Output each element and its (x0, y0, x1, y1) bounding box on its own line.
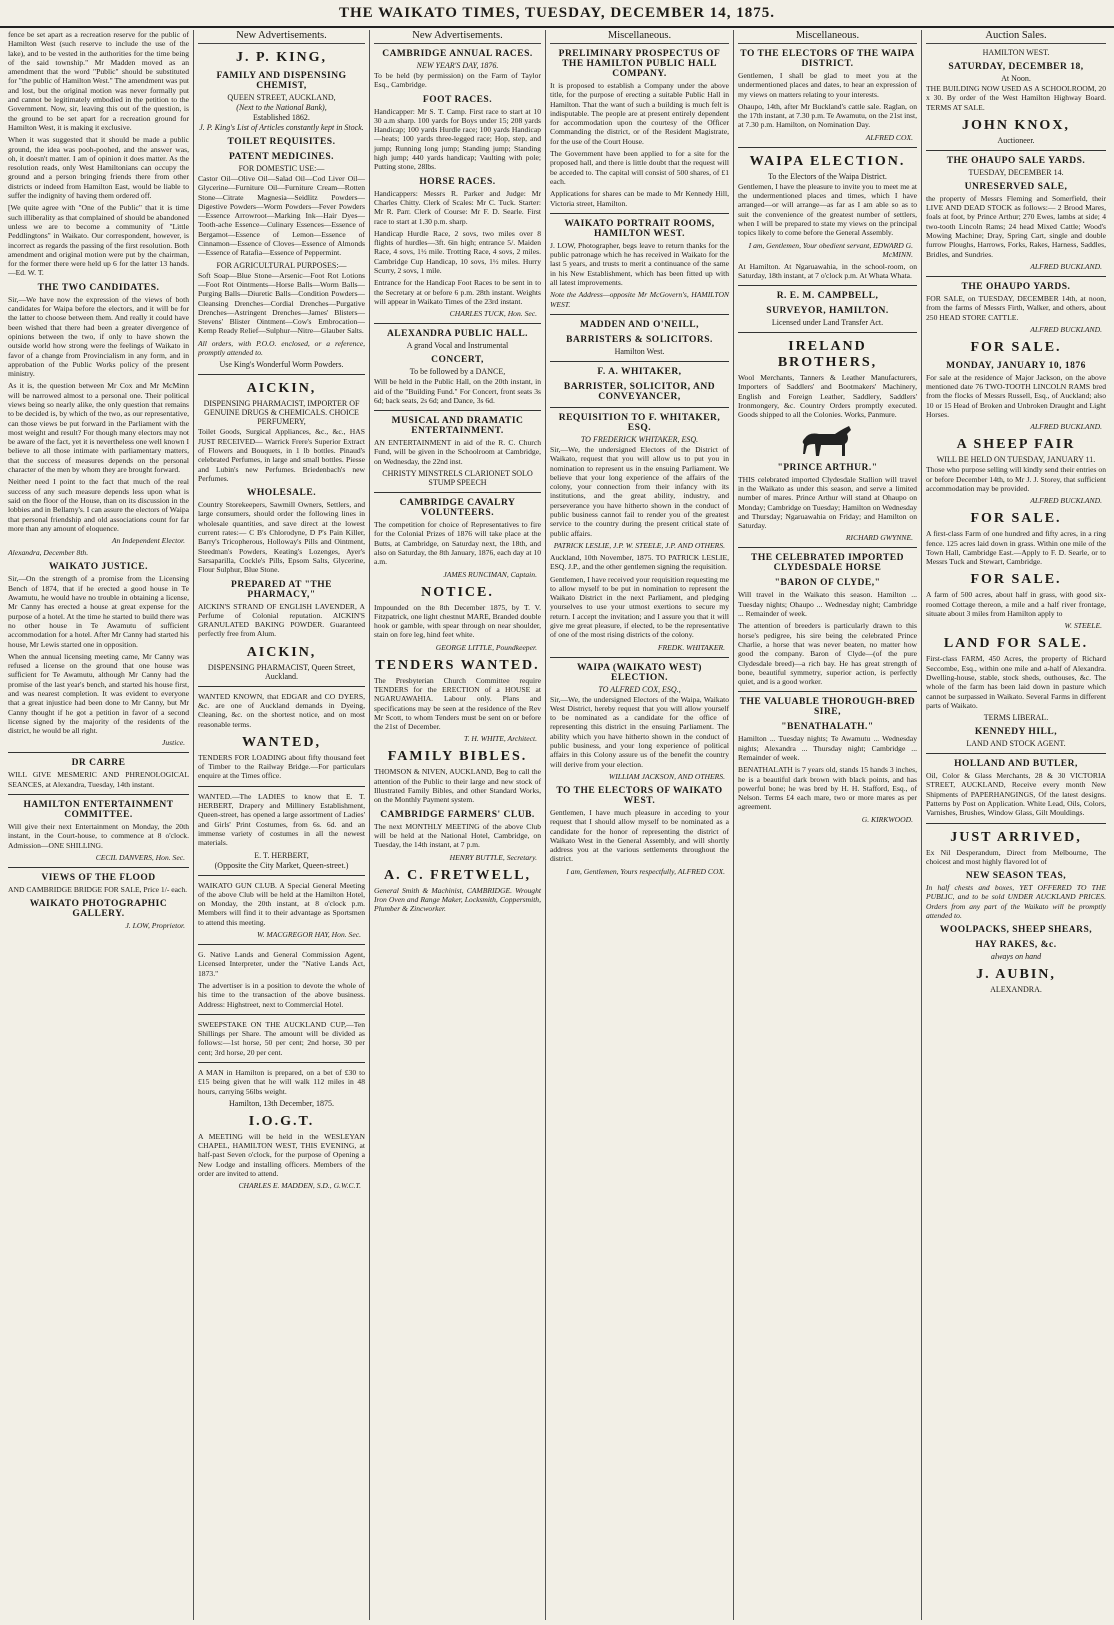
ad-text: FOR SALE, on TUESDAY, DECEMBER 14th, at noon, from the farms of Messrs Firth, Walker, and others, about 250 HEAD STORE CATTLE. (926, 293, 1106, 322)
divider (198, 374, 365, 375)
ad-text: Use King's Wonderful Worm Powders. (219, 360, 344, 370)
divider (550, 314, 729, 315)
ad-subtitle: NEW SEASON TEAS, (965, 871, 1067, 882)
newspaper-title: THE WAIKATO TIMES, TUESDAY, DECEMBER 14, 1875. (338, 4, 776, 21)
ad-title: AICKIN, (246, 644, 317, 660)
ad-text: Gentlemen, I have received your requisition requesting me to allow myself to be put in nomination to represent the Waikato District in the next Parliament, and pledging yourselves to use your utmost exertions to secure my return. I accept the invitation; and I assure you that it will give me great pleasure, if elected, to be the representative of one of the most rising districts of the colony. (550, 574, 729, 640)
ad-title: HOLLAND AND BUTLER, (954, 759, 1078, 770)
ad-subtitle: DISPENSING PHARMACIST, Queen Street, Auckland. (207, 662, 356, 681)
ad-text: AICKIN'S STRAND OF ENGLISH LAVENDER, A Perfume of Colonial reputation. AICKIN'S GRANULATED BAKING POWDER. Guaranteed perfectly free from Alum. (198, 601, 365, 639)
ad-title: "PRINCE ARTHUR." (777, 462, 878, 473)
divider (198, 1014, 365, 1015)
ad-subtitle: To be followed by a DANCE, (409, 367, 506, 377)
ad-title: FAMILY BIBLES. (387, 749, 528, 765)
ad-text: Auckland, 10th November, 1875. TO PATRICK LESLIE, ESQ. J.P., and the other gentlemen signing the requisition. (550, 552, 729, 572)
ad-section-heading: PREPARED AT "THE PHARMACY," (231, 579, 332, 600)
divider (926, 150, 1106, 151)
ad-subtitle: DISPENSING PHARMACIST, IMPORTER OF GENUINE DRUGS & CHEMICALS. CHOICE PERFUMERY, (203, 399, 360, 427)
ad-section-heading: FOR AGRICULTURAL PURPOSES:— (216, 260, 347, 270)
divider (550, 361, 729, 362)
column-miscellaneous (546, 30, 734, 1620)
ad-text: The attention of breeders is particularly drawn to this horse's pedigree, his sire being the celebrated Prince Charlie, a horse that was never beaten, no matter how good the company. Baron of Clyde—(of the pure Clydesdale breed)—a rich bay. He has great strength of bone, beautiful symmetry, superior action, is perfectly quiet, and is a good worker. (738, 621, 917, 687)
ad-text: Oil, Color & Glass Merchants, 28 & 30 VICTORIA STREET, AUCKLAND, Receive every month New Shipments of PAPERHANGINGS, Of the latest designs. Patterns by Post on Application. White Lead, Oils, Colors, Varnishes, Brushes, Window Glass, Gilt Mouldings. (926, 771, 1106, 818)
ad-text: Note the Address—opposite Mr McGovern's, HAMILTON WEST. (550, 290, 729, 309)
ad-signature: RICHARD GWYNNE. (845, 533, 913, 543)
divider (926, 276, 1106, 277)
ad-title: CAMBRIDGE ANNUAL RACES. (382, 49, 533, 59)
ad-text: General Smith & Machinist, CAMBRIDGE. Wrought Iron Oven and Range Maker, Locksmith, Coppersmith, Plumber & Zincworker. (374, 885, 541, 914)
ad-text: SWEEPSTAKE ON THE AUCKLAND CUP,—Ten Shillings per Share. The amount will be divided as follows:—1st horse, 50 per cent; 2nd horse, 30 per cent; 3rd horse, 20 per cent. (198, 1019, 365, 1057)
ad-subtitle: SURVEYOR, HAMILTON. (766, 306, 889, 317)
column-heading: Auction Sales. (926, 30, 1106, 44)
ad-text: Will travel in the Waikato this season. Hamilton ... Tuesday nights; Ohaupo ... Wednesday night; Cambridge ... Remainder of week. (738, 590, 917, 619)
article-paragraph: Sir,—We have now the expression of the views of both candidates for Waipa before the electors, and it will be for the latter to choose between them. And really it could have been wished that there had been a greater divergence of opinions between the two, if only to have shown the outside world how strong were the feelings of Waikato in favor of a change from Provincialism in any form, and in approbation of the Public Works policy of the present ministry. (8, 294, 189, 379)
ad-signature: ALFRED COX. (865, 132, 913, 142)
ad-text: A MEETING will be held in the WESLEYAN CHAPEL, HAMILTON WEST, THIS EVENING, at half-past Seven o'clock, for the purpose of Opening a New Lodge and installing officers. Members of the order are invited to attend. (198, 1131, 365, 1179)
ad-signature: JAMES RUNCIMAN, Captain. (443, 569, 537, 579)
letter-dateline: Alexandra, December 8th. (8, 548, 89, 558)
ad-location: HAMILTON WEST. (982, 48, 1050, 57)
divider (374, 323, 541, 324)
ad-title: THE OHAUPO YARDS. (961, 281, 1071, 292)
ad-heading: VIEWS OF THE FLOOD (41, 872, 156, 883)
divider (8, 794, 189, 795)
ad-title: WAIPA (WAIKATO WEST) ELECTION. (577, 662, 702, 683)
ad-heading: DR CARRE (71, 758, 126, 769)
ad-title: FOR SALE. (970, 511, 1062, 527)
ad-title: R. E. M. CAMPBELL, (776, 291, 879, 302)
ad-section-heading: WHOLESALE. (246, 488, 317, 499)
ad-address: QUEEN STREET, AUCKLAND, (227, 93, 336, 102)
ad-title: FOR SALE. (970, 339, 1062, 355)
ad-text: AND CAMBRIDGE BRIDGE FOR SALE, Price 1/- each. (8, 884, 188, 894)
ad-text: G. Native Lands and General Commission Agent, Licensed Interpreter, under the "Native Lands Act, 1873." (198, 950, 365, 978)
ad-text: AN ENTERTAINMENT in aid of the R. C. Church Fund, will be given in the Schoolroom at Cambridge, on Wednesday, the 22nd inst. (374, 438, 541, 466)
column-new-advertisements-2 (370, 30, 546, 1620)
ad-text: For sale at the residence of Major Jackson, on the above mentioned date 76 TWO-TOOTH LINCOLN RAMS bred from the flocks of Messrs Russell, Esq., of Auckland; also 10 or 15 Head of Broken and Unbroken Draught and Light Horses. (926, 372, 1106, 420)
ad-text: the property of Messrs Fleming and Somerfield, their LIVE AND DEAD STOCK as follows:— 2 Brood Mares, foals at foot, by Prince Arthur; 270 Ewes, lambs at side; 4 two-tooth Lincoln Rams; 24 head Mixed Cattle; Wood's Mowing Machine; Dray, Spring Cart, single and double furrow Ploughs, Harrows, Forks, Rakes, Harness, Saddles, Bridles, and Sundries. (926, 193, 1106, 259)
ad-title: REQUISITION TO F. WHITAKER, ESQ. (558, 412, 721, 433)
divider (198, 944, 365, 945)
ad-section-heading: FOOT RACES. (422, 94, 493, 105)
ad-subtitle: "BARON OF CLYDE," (774, 578, 881, 589)
divider (550, 407, 729, 408)
divider (738, 285, 917, 286)
ad-text: The Presbyterian Church Committee require TENDERS for the ERECTION of a HOUSE at NGARUAWAHIA. Labour only. Plans and specifications may be seen at the residence of the Rev Mr Scott, to whom Tenders must be sent on or before the 21st of December. (374, 675, 541, 732)
ad-subtitle: LAND AND STOCK AGENT. (966, 739, 1066, 749)
ad-text: TENDERS FOR LOADING about fifty thousand feet of Timber to the Railway Bridge.—For particulars enquire at the Times office. (198, 752, 365, 781)
ad-title: WAIPA ELECTION. (749, 153, 906, 169)
ad-signature: CHARLES E. MADDEN, S.D., G.W.C.T. (238, 1181, 361, 1191)
ad-title: I.O.G.T. (248, 1113, 315, 1129)
ad-subtitle: Auctioneer. (997, 135, 1035, 145)
ad-title: TO THE ELECTORS OF WAIKATO WEST. (556, 785, 723, 806)
horse-illustration (797, 424, 859, 458)
ad-text: Licensed under Land Transfer Act. (771, 318, 884, 328)
letter-signature: An Independent Elector. (111, 536, 185, 546)
ad-text: Gentlemen, I have the pleasure to invite you to meet me at the undermentioned places and times, which I have arranged—or will arrange—as far as I am able so as to suit the convenience of the greatest number of settlers, when I will be prepared to state my views on the principal topics likely to come before the General Assembly. (738, 181, 917, 238)
ad-text: Ohaupo, 14th, after Mr Buckland's cattle sale. Raglan, on the 17th instant, at 7.30 p.m. Te Awamutu, on the 21st inst, at 7.30 p.m. Hamilton, on Nomination Day. (738, 101, 917, 130)
ad-signature: GEORGE LITTLE, Poundkeeper. (435, 642, 537, 652)
ad-title: PRELIMINARY PROSPECTUS OF THE HAMILTON PUBLIC HALL COMPANY. (558, 49, 721, 79)
ad-title: A. C. FRETWELL, (383, 867, 532, 883)
divider (198, 875, 365, 876)
ad-section-heading: PATENT MEDICINES. (228, 152, 335, 162)
ad-signature: FREDK. WHITAKER. (657, 642, 725, 652)
article-heading: WAIKATO JUSTICE. (49, 562, 148, 573)
ad-signature: (Opposite the City Market, Queen-street.) (214, 860, 349, 870)
ad-subtitle: "BENATHALATH." (781, 722, 874, 733)
ad-subtitle: NEW YEAR'S DAY, 1876. (416, 61, 499, 70)
ad-title: J. P. KING, (235, 50, 328, 65)
ad-text: Country Storekeepers, Sawmill Owners, Settlers, and large consumers, should order the following lines in wholesale quantities, and save direct at the lowest current rates:— C B's Chlorodyne, D P's Pain Killer, Barry's Tricopherous, Holloway's Pills and Ointment, Steedman's Powders, Keating's Lozenges, Ayer's Sarsaparilla, Cockle's Pills, Epsom Salts, Glycerine, Flour Sulphur, Blue Stone. (198, 500, 365, 575)
ad-section-heading: FOR DOMESTIC USE:— (238, 164, 325, 173)
ad-title: UNRESERVED SALE, (964, 181, 1068, 192)
ad-title: CAMBRIDGE CAVALRY VOLUNTEERS. (399, 498, 516, 519)
newspaper-columns (4, 30, 1110, 1620)
divider (926, 823, 1106, 824)
divider (738, 691, 917, 692)
ad-time: At Noon. (1001, 74, 1031, 83)
article-paragraph: As it is, the question between Mr Cox and Mr McMinn will be narrowed almost to a personal one. Their political views being so nearly alike, the only question that remains to be decided is, by which of the two, as our representative, can those views be put forward in the Parliament with the most weight and result? For though many electors may not be aware of the fact, yet it is nevertheless one well known I believe to all those intimate with parliamentary matters, that the success of measures depends on the personal character of the men by whom they are brought forward. (8, 381, 189, 475)
divider (8, 752, 189, 753)
ad-text: Handicapper: Mr S. T. Camp. First race to start at 10 30 a.m sharp. 100 yards for Boys under 15; 208 yards Handicap; 100 yards Hurdle race; 100 yards Handicap—heats; 100 yards three-legged race; Hop, step, and jump; Running long jump; Standing jump; Standing high jump; 440 yards handicap; Vaulting with pole; Putting stone, 28lbs. (374, 106, 541, 172)
ad-subtitle: A grand Vocal and Instrumental (406, 341, 509, 351)
column-heading: Miscellaneous. (738, 30, 917, 44)
ad-signature: CECIL DANVERS, Hon. Sec. (95, 852, 185, 862)
ad-section-heading: TOILET REQUISITES. (227, 137, 336, 147)
column-heading: New Advertisements. (374, 30, 541, 44)
ad-title: A SHEEP FAIR (956, 437, 1076, 453)
ad-subtitle: TO FREDERICK WHITAKER, ESQ. (580, 434, 699, 444)
ad-text: The next MONTHLY MEETING of the above Club will be held at the National Hotel, Cambridge, on Tuesday, the 14th instant, at 7 p.m. (374, 821, 541, 850)
ad-signature: W. MACGREGOR HAY, Hon. Sec. (256, 930, 361, 940)
ad-text: A first-class Farm of one hundred and fifty acres, in a ring fence. 125 acres laid down in grass. Within one mile of the Town Hall, Cambridge East.—Apply to F. D. Searle, or to Messrs Tuck and Stewart, Cambridge. (926, 529, 1106, 567)
ad-date: MONDAY, JANUARY 10, 1876 (946, 360, 1086, 371)
ad-established: Established 1862. (253, 113, 310, 122)
ad-text: Will be held in the Public Hall, on the 20th instant, in aid of the "Building Fund." For Concert, front seats 3s 6d; back seats, 2s 6d; and Dance, 3s 6d. (374, 377, 541, 405)
ad-text: Sir,—We, the undersigned Electors of the District of Waikato, request that you will allow us to put you in nomination to represent us in the ensuing Parliament. We believe that your long experience of the affairs of the colony, your connection from their infancy with its institutions, and the great ability, industry, and perseverance you have hitherto shown in the conduct of public business cannot fail to render you of the greatest service to the country during the present critical state of public affairs. (550, 444, 729, 538)
editor-note: [We quite agree with "One of the Public" that it is time such illiberality as that complained of should be abandoned unless we are to become a community of "Little Peddlingtons" in Waikato. Our correspondent, however, is incorrect as regards the passing of the first resolution. Both amendment and original motion were put by the chairman, for the former there were held up 6 for the latter 13 hands.—Ed. W. T. (8, 203, 189, 278)
column-auction-sales (922, 30, 1110, 1620)
ad-title: AICKIN, (246, 381, 317, 397)
ad-text: A farm of 500 acres, about half in grass, with good six-roomed Cottage thereon, a mile and a half river frontage, situate about 3 miles from Hamilton apply to (926, 590, 1106, 619)
ad-title: THE OHAUPO SALE YARDS. (946, 155, 1086, 166)
divider (198, 686, 365, 687)
ad-signature: PATRICK LESLIE, J.P. W. STEELE, J.P. AND OTHERS. (553, 540, 725, 550)
ad-text: A MAN in Hamilton is prepared, on a bet of £30 to £15 being given that he will walk 112 miles in 48 hours, carrying 56lbs weight. (198, 1068, 365, 1096)
ad-title: FOR SALE. (970, 572, 1062, 588)
ad-text: The advertiser is in a position to devote the whole of his time to the transaction of the above business. Address: Highstreet, next to Commercial Hotel. (198, 980, 365, 1009)
ad-text: Gentlemen, I have much pleasure in acceding to your request that I should allow myself to be nominated as a candidate for the honor of representing the district of Waikato West in the General Assembly, and will shortly address you at the various settlements throughout the district. (550, 807, 729, 864)
ad-text: THE BUILDING NOW USED AS A SCHOOLROOM, 20 x 30. By order of the West Hamilton Highway Board. TERMS AT SALE. (926, 84, 1106, 112)
ad-text: Castor Oil—Olive Oil—Salad Oil—Cod Liver Oil—Glycerine—Furniture Oil—Furniture Cream—Rotten Stone—Citrate Magnesia—Seidlitz Powders—Digestive Powders—Worm Powders—Fever Powders—Essence Arrowroot—Marking Ink—Hair Dyes—Tooth-ache Essence—Culinary Essences—Essence of Bergamot—Essence of Lemon—Essence of Cinnamon—Essence of Cloves—Essence of Almonds—Essence of Ratafia—Essence of Peppermint. (198, 174, 365, 258)
ad-signature: W. STEELE. (1064, 621, 1102, 631)
ad-text: Gentlemen, I shall be glad to meet you at the undermentioned places and dates, to hear an expression of my views on matters relating to your interests. (738, 71, 917, 99)
ad-subtitle: HAY RAKES, &c. (975, 940, 1057, 951)
ad-title: THE CELEBRATED IMPORTED CLYDESDALE HORSE (751, 553, 904, 574)
ad-date: TUESDAY, DECEMBER 14. (968, 167, 1064, 177)
ad-location: Hamilton West. (614, 346, 665, 356)
ad-text: First-class FARM, 450 Acres, the property of Richard Seccombe, Esq., within one mile and a-half of Alexandra. Dwelling-house, stable, stock sheds, outhouses, &c. The whole of the farm has been laid down in pasture which cannot be surpassed in Waikato. Several Farms in different parts of Waikato. (926, 654, 1106, 710)
article-heading: THE TWO CANDIDATES. (37, 282, 160, 293)
ad-signature: J. LOW, Proprietor. (125, 921, 185, 931)
ad-title: ALEXANDRA PUBLIC HALL. (386, 329, 529, 340)
divider (374, 492, 541, 493)
ad-signature: WILLIAM JACKSON, AND OTHERS. (608, 771, 725, 781)
column-miscellaneous-2 (734, 30, 922, 1620)
ad-text: WANTED.—The LADIES to know that E. T. HERBERT, Drapery and Millinery Establishment, Queen-street, has opened a large assortment of Ladies' and Girls' Print Costumes, from 6s. 6d. and an immense variety of costumes in all the newest materials. (198, 791, 365, 848)
article-paragraph: Neither need I point to the fact that much of the real success of any such measure depends less upon what is said on the floor of the House, than on its discussion in the lobbies and in Bellamy's. I can assure the electors of Waipa that personal friendship and old associations count for far more than any amount of eloquence. (8, 477, 189, 533)
ad-title: THE VALUABLE THOROUGH-BRED SIRE, (739, 697, 916, 718)
ad-title: IRELAND BROTHERS, (777, 339, 878, 371)
ad-title: LAND FOR SALE. (943, 636, 1089, 652)
column-heading: Miscellaneous. (550, 30, 729, 44)
ad-subtitle: BARRISTERS & SOLICITORS. (566, 334, 713, 345)
ad-title: WAIKATO PORTRAIT ROOMS, HAMILTON WEST. (564, 218, 715, 239)
ad-heading: HAMILTON ENTERTAINMENT COMMITTEE. (23, 800, 174, 821)
divider (550, 213, 729, 214)
ad-text: The Government have been applied to for a site for the proposed hall, and there is little doubt that the request will be acceded to. The capital will consist of 500 shares, of £1 each. (550, 149, 729, 186)
ad-text: Soft Soap—Blue Stone—Arsenic—Foot Rot Lotions—Foot Rot Ointments—Horse Balls—Worm Balls—Purging Balls—Diuretic Balls—Condition Powders—Cleansing Drenches—Cordial Drenches—Purgative Drenches—Astringent Drenches—James' Blisters—Stevens' Blister Ointment—Cow's Embrocation—Kemp Ready Relief—Sulphur—Nitre—Glauber Salts. (198, 270, 365, 336)
ad-signature: E. T. HERBERT, (254, 850, 309, 860)
ad-text: To be held (by permission) on the Farm of Taylor Esq., Cambridge. (374, 71, 541, 90)
ad-title: TO THE ELECTORS OF THE WAIPA DISTRICT. (740, 49, 915, 69)
divider (738, 547, 917, 548)
ad-programme: CHRISTY MINSTRELS CLARIONET SOLO STUMP SPEECH (382, 469, 533, 488)
ad-text: Handicappers: Messrs R. Parker and Judge: Mr Charles Chitty. Clerk of Scales: Mr C. Tuck. Starter: Mr R. Parr. Clerk of Course: Mr F. D. Searle. First race to start at 1.30 p.m. sharp. (374, 188, 541, 226)
ad-address: (Next to the National Bank), (236, 103, 327, 112)
ad-text: BENATHALATH is 7 years old, stands 15 hands 3 inches, he is a beautiful dark brown with black points, and has powerful bone; he was bred by H. H. Stafford, Esq., of Nelson. Terms £4 each mare, two or more mares as per agreement. (738, 765, 917, 812)
divider (738, 147, 917, 148)
ad-title: TENDERS WANTED. (375, 657, 540, 673)
column-heading: New Advertisements. (198, 30, 365, 44)
ad-text: At Hamilton. At Ngaruawahia, in the school-room, on Saturday, 18th instant, at 7 o'clock p.m. At Whata Whata. (738, 261, 917, 280)
ad-subtitle: WOOLPACKS, SHEEP SHEARS, (939, 925, 1093, 936)
ad-signature: ALFRED BUCKLAND. (1030, 261, 1102, 271)
ad-signature: ALFRED BUCKLAND. (1030, 422, 1102, 432)
ad-title: WANTED, (242, 734, 321, 750)
ad-text: All orders, with P.O.O. enclosed, or a reference, promptly attended to. (198, 338, 365, 358)
ad-heading: WAIKATO PHOTOGRAPHIC GALLERY. (29, 899, 168, 920)
ad-text: In half chests and boxes, YET OFFERED TO THE PUBLIC, and to be sold UNDER AUCKLAND PRICES. Orders from any part of the Waikato will be promptly attended to. (926, 883, 1106, 921)
ad-text: Impounded on the 8th December 1875, by T. V. Fitzpatrick, one light chestnut MARE, Branded double hook or gamble, with spear through on near shoulder, stain on fore leg, hind feet white. (374, 602, 541, 640)
divider (550, 657, 729, 658)
divider (374, 410, 541, 411)
ad-subtitle: TO ALFRED COX, ESQ., (598, 684, 681, 694)
divider (198, 786, 365, 787)
article-paragraph: Sir,—On the strength of a promise from the Licensing Bench of 1874, that if he erected a good house in Te Awamutu, he would have no trouble in obtaining a license, Mr Canny has erected a house at great expense for the purpose of a hotel. At the time he started to build there was no other house in Te Awamutu of sufficient accommodation for a hotel. After Mr Canny had started his house, Mr Lewis started one in opposition. (8, 574, 189, 649)
ad-subtitle: FAMILY AND DISPENSING CHEMIST, (216, 71, 347, 91)
ad-text: Applications for shares can be made to Mr Kennedy Hill, Victoria street, Hamilton. (550, 189, 729, 208)
divider (738, 332, 917, 333)
ad-subtitle: BARRISTER, SOLICITOR, AND CONVEYANCER, (563, 381, 716, 402)
ad-text: J. LOW, Photographer, begs leave to return thanks for the public patronage which he has received in Waikato for the last 5 years, and trusts to merit a continuance of the same in his New Establishment, which has been fitted up with all latest improvements. (550, 240, 729, 288)
divider (198, 1062, 365, 1063)
ad-title: JOHN KNOX, (962, 117, 1070, 133)
column-correspondence (4, 30, 194, 1620)
ad-signature: I am, Gentlemen, Yours respectfully, ALFRED COX. (566, 866, 725, 876)
ad-subtitle: To the Electors of the Waipa District. (768, 171, 887, 181)
ad-text: WILL GIVE MESMERIC AND PHRENOLOGICAL SEANCES, at Alexandra, Tuesday, 14th instant. (8, 770, 189, 789)
ad-signature: HENRY BUTTLE, Secretary. (449, 852, 537, 862)
ad-title: JUST ARRIVED, (950, 829, 1082, 845)
ad-signature: CHARLES TUCK, Hon. Sec. (449, 309, 537, 319)
article-paragraph: When it was suggested that it should be made a public ground, the idea was pooh-poohed, and the answer was, oh, it doesn't matter. I am of opinion it does matter. As the resolution reads, only West Hamiltonians can occupy the ground and a person bringing friends there from other districts or indeed from Hamilton East, would be liable to suffer the indignity of having them ordered off. (8, 135, 189, 201)
article-paragraph: fence be set apart as a recreation reserve for the public of Hamilton West (such reserve to include the use of the lake), and to be vested in the authorities for the time being of the said township." Mr Madden moved as an amendment that the word "Public" should be substituted for "the public of Hamilton West." The amendment was put and lost, but the original motion was never formally put and cannot be legitimately embodied in the petition to the Government. Now, sir, leaving this out of the question, is the ground to be set apart for a recreation ground for Hamilton West, it is making it exclusive. (8, 30, 189, 132)
ad-text: Ex Nil Desperandum, Direct from Melbourne, The choicest and most highly flavored lot of (926, 847, 1106, 866)
ad-title: MUSICAL AND DRAMATIC ENTERTAINMENT. (391, 416, 524, 437)
ad-location: ALEXANDRA. (990, 985, 1042, 995)
ad-signature: T. H. WHITE, Architect. (463, 734, 537, 744)
ad-text: Entrance for the Handicap Foot Races to be sent in to the Secretary at or before 6 p.m. 28th instant. Weights will appear in Waikato Times of the 23rd instant. (374, 278, 541, 306)
column-new-advertisements (194, 30, 370, 1620)
ad-text: Toilet Goods, Surgical Appliances, &c., &c., HAS JUST RECEIVED— Warrick Frere's Superior Extract of Flowers and Bouquets, in 1 lb bottles. Pinaud's celebrated Perfumes, in large and small bottles. Piesse and Lubin's new Perfumes. Briedenbach's new Perfumes. (198, 427, 365, 483)
ad-text: THIS celebrated imported Clydesdale Stallion will travel in the Waikato as under this season, and serve a limited number of mares. Prince Arthur will stand at Ohaupo on Monday; Cambridge on Tuesday; Hamilton on Wednesday and Thursday; Ngaruawahia on Friday; and Hamilton on Saturday. (738, 474, 917, 531)
ad-note: J. P. King's List of Articles constantly kept in Stock. (199, 123, 364, 132)
ad-text: Handicap Hurdle Race, 2 sovs, two miles over 8 flights of hurdles—3ft. 6in high; entrance 5/. Maiden Race, 4 sovs, 1½ mile. Trotting Race, 4 sovs, 2 miles. Cambridge Cup Handicap, 10 sovs, 1½ miles. Hurry Scurry, 2 sovs, 1 mile. (374, 228, 541, 276)
ad-signature: I am, Gentlemen, Your obedient servant, EDWARD G. McMINN. (748, 240, 913, 259)
ad-signature: ALFRED BUCKLAND. (1030, 324, 1102, 334)
ad-text: Will give their next Entertainment on Monday, the 20th instant, in the Court-house, to commence at 8 o'clock. Admission—ONE SHILLING. (8, 822, 189, 850)
ad-signature: KENNEDY HILL, (974, 727, 1058, 738)
article-paragraph: When the annual licensing meeting came, Mr Canny was refused a license on the ground that one house was sufficient for Te Awamutu, although Mr Canny had the promise of the last year's bench, and started his house first, and was nearest completion. It was evident to everyone that a great injustice had been done to Mr Canny, but Mr Canny thought if he got a petition in favor of a second license signed by the majority of the residents of the district, he would be all right. (8, 651, 189, 736)
ad-text: WAIKATO GUN CLUB. A Special General Meeting of the above Club will be held at the Hamilton Hotel, on Monday, the 20th instant, at 8 o'clock p.m. Members will find it to their advantage as Sportsmen to attend this meeting. (198, 880, 365, 927)
ad-subtitle: CONCERT, (431, 355, 484, 366)
ad-text: It is proposed to establish a Company under the above title, for the purpose of erecting a suitable Public Hall in Hamilton. That the want of such a building is much felt is indisputable. The people are at present entirely dependent for accommodation upon the courtesy of the Officer Commanding the district, or of the Resident Magistrate, for the use of the Court House. (550, 81, 729, 146)
divider (926, 753, 1106, 754)
ad-text: WANTED KNOWN, that EDGAR and CO DYERS, &c. are one of Auckland demands in Dyeing, Cleaning, &c. on the shortest notice, and on most reasonable terms. (198, 691, 365, 729)
ad-text: THOMSON & NIVEN, AUCKLAND, Beg to call the attention of the Public to their large and new stock of Illustrated Family Bibles, and other Standard Works, on the Monthly Payment system. (374, 767, 541, 805)
ad-text: Those who purpose selling will kindly send their entries on or before December 14th, to Mr J. J. Storey, that sufficient accommodation may be provided. (926, 465, 1106, 493)
ad-signature: G. KIRKWOOD. (861, 814, 913, 824)
ad-title: F. A. WHITAKER, (597, 366, 682, 377)
ad-title: SATURDAY, DECEMBER 18, (948, 62, 1084, 72)
ad-title: NOTICE. (421, 584, 494, 600)
masthead (0, 0, 1114, 28)
ad-signature: ALFRED BUCKLAND. (1030, 496, 1102, 506)
divider (8, 867, 189, 868)
ad-text: Wool Merchants, Tanners & Leather Manufacturers, Importers of Saddlers' and Bootmakers' Machinery, English and Foreign Leather, Saddlery, Saddlers' Ironmongery, &c. Country Orders promptly executed. Goods shipped to all the Colonies. Works, Panmure. (738, 373, 917, 420)
ad-text: The competition for choice of Representatives to fire for the Colonial Prizes of 1876 will take place at the Butts, at Cambridge, on Saturday next, the 18th, and also on Saturday, the 8th January, 1876, each day at 10 a.m. (374, 520, 541, 567)
ad-text: Sir,—We, the undersigned Electors of the Waipa, Waikato West District, hereby request that you will allow yourself to be nominated as a candidate for the office of representing this district in the ensuing Parliament. The ability which you have hitherto shown in the conduct of public business, and your long experience of political affairs in this Colony assure us of the benefit the country will derive from your election. (550, 694, 729, 769)
ad-title: MADDEN AND O'NEILL, (579, 319, 700, 330)
ad-dateline: Hamilton, 13th December, 1875. (229, 1098, 334, 1108)
letter-signature: Justice. (162, 738, 185, 748)
ad-title: J. AUBIN, (976, 967, 1056, 983)
ad-text: always on hand (990, 952, 1042, 962)
ad-date: WILL BE HELD ON TUESDAY, JANUARY 11. (936, 455, 1096, 465)
ad-text: Hamilton ... Tuesday nights; Te Awamutu ... Wednesday nights; Alexandra ... Thursday night; Cambridge ... Remainder of week. (738, 734, 917, 762)
ad-section-heading: HORSE RACES. (419, 176, 496, 187)
ad-title: CAMBRIDGE FARMERS' CLUB. (380, 809, 535, 820)
ad-terms: TERMS LIBERAL. (983, 713, 1049, 723)
